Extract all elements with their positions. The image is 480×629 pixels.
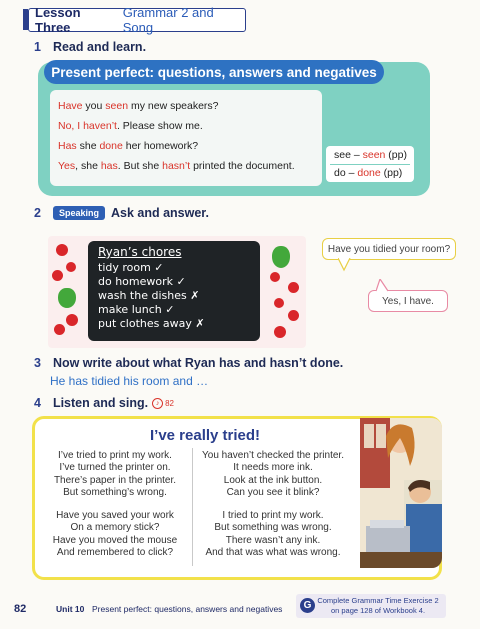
step-label: Listen and sing.: [52, 396, 149, 410]
lyric-line: And that was what was wrong.: [205, 546, 341, 558]
example-text: her homework?: [122, 140, 199, 152]
lyric-line: But something’s wrong.: [63, 486, 167, 498]
lyric-line: And remembered to click?: [56, 546, 174, 558]
form-tag: (pp): [380, 167, 403, 179]
lyric-line: There wasn’t any ink.: [225, 534, 321, 546]
lyric-line: I’ve tried to print my work.: [58, 450, 172, 461]
strawberry-icon: [288, 282, 299, 293]
speaking-badge: Speaking: [53, 206, 105, 220]
divider: [330, 164, 410, 165]
verse: [198, 510, 348, 559]
song-illustration: [360, 418, 442, 568]
strawberry-icon: [66, 314, 78, 326]
strawberry-icon: [288, 310, 299, 321]
example-text: , she: [75, 160, 101, 172]
aux-word: has: [100, 160, 118, 172]
strawberry-icon: [270, 272, 280, 282]
chore-item: make lunch ✓: [98, 303, 175, 316]
aux-word: haven’t: [83, 120, 117, 132]
grammar-examples: [50, 90, 322, 186]
track-number: 82: [165, 398, 175, 408]
example-text: printed the document.: [190, 160, 295, 172]
lyric-line: Can you see it blink?: [226, 486, 320, 498]
example-line: [58, 116, 314, 136]
aux-word: Have: [58, 100, 83, 112]
song-title: I’ve really tried!: [150, 427, 261, 444]
example-text: you: [82, 100, 106, 112]
pepper-icon: [272, 246, 290, 268]
answer-bubble: Yes, I have.: [368, 290, 448, 312]
chore-item: wash the dishes ✗: [98, 289, 200, 302]
chore-item: do homework ✓: [98, 275, 186, 288]
chore-item: put clothes away ✗: [98, 317, 205, 330]
bubble-tail: [338, 258, 352, 272]
answer-word: No, I: [58, 120, 84, 132]
grammar-title: Present perfect: questions, answers and negatives: [44, 60, 384, 84]
strawberry-icon: [274, 326, 286, 338]
chores-title: Ryan’s chores: [98, 245, 182, 259]
lesson-title: Grammar 2 and Song: [122, 5, 214, 35]
step-2: [34, 206, 209, 220]
unit-label: Unit 10: [56, 604, 85, 614]
lyric-line: But something was wrong.: [214, 522, 332, 534]
example-text: . Please show me.: [116, 120, 203, 132]
step-1: [34, 40, 146, 54]
strawberry-icon: [54, 324, 65, 335]
lesson-label: Lesson Three: [35, 5, 81, 35]
step-label: Read and learn.: [52, 40, 147, 54]
verse: [42, 450, 188, 499]
participle-word: done: [99, 140, 123, 152]
participle-forms: [326, 146, 414, 182]
step-number: 1: [34, 40, 41, 54]
lyric-line: On a memory stick?: [70, 522, 160, 534]
example-text: she: [76, 140, 100, 152]
header-accent-bar: [23, 9, 28, 30]
aux-word: hasn’t: [162, 160, 191, 172]
question-bubble: Have you tidied your room?: [322, 238, 456, 260]
participle-word: seen: [105, 100, 129, 112]
step-label: Ask and answer.: [110, 206, 209, 220]
lyric-line: You haven’t checked the printer.: [202, 450, 344, 461]
chalkboard: [88, 241, 260, 341]
strawberry-icon: [56, 244, 68, 256]
answer-word: Yes: [58, 160, 76, 172]
example-line: [58, 136, 314, 156]
example-line: [58, 156, 314, 176]
lyric-line: I’ve turned the printer on.: [59, 462, 171, 474]
bubble-tail: [376, 279, 390, 292]
page-number: 82: [14, 603, 27, 615]
example-text: . But she: [117, 160, 163, 172]
verse: [198, 450, 348, 499]
lyric-line: I tried to print my work.: [222, 510, 324, 521]
audio-icon[interactable]: ♪: [152, 398, 163, 409]
lyric-line: Have you saved your work: [56, 510, 174, 521]
verse: [42, 510, 188, 559]
lyric-line: Have you moved the mouse: [52, 534, 178, 546]
workbook-line: on page 128 of Workbook 4.: [330, 606, 426, 615]
form-participle: done: [357, 167, 381, 179]
aux-word: Has: [58, 140, 77, 152]
form-base: do –: [334, 167, 358, 179]
workbook-line: Complete Grammar Time Exercise 2: [317, 596, 439, 605]
step-number: 2: [34, 206, 41, 220]
chore-item: tidy room ✓: [98, 261, 164, 274]
workbook-reference: [296, 594, 446, 618]
step-number: 3: [34, 356, 41, 370]
form-row: [334, 164, 414, 182]
step-3: [34, 356, 343, 370]
lyric-line: It needs more ink.: [233, 462, 313, 474]
lyric-line: Look at the ink button.: [223, 474, 323, 486]
form-base: see –: [334, 149, 363, 161]
pepper-icon: [58, 288, 76, 308]
example-line: [58, 96, 314, 116]
step-label: Now write about what Ryan has and hasn’t done.: [52, 356, 344, 370]
divider: [192, 448, 193, 566]
people-printer-illustration: [360, 418, 442, 568]
lesson-header: [28, 5, 246, 35]
strawberry-icon: [66, 262, 76, 272]
form-participle: seen: [362, 149, 386, 161]
grammar-time-icon: G: [300, 598, 315, 613]
form-row: [334, 146, 414, 164]
unit-title: Present perfect: questions, answers and negatives: [92, 604, 283, 614]
lyric-line: There’s paper in the printer.: [53, 474, 177, 486]
step-4: [34, 396, 174, 410]
strawberry-icon: [274, 298, 284, 308]
example-answer: He has tidied his room and …: [50, 374, 209, 388]
strawberry-icon: [52, 270, 63, 281]
form-tag: (pp): [385, 149, 407, 161]
example-text: my new speakers?: [128, 100, 219, 112]
step-number: 4: [34, 396, 41, 410]
